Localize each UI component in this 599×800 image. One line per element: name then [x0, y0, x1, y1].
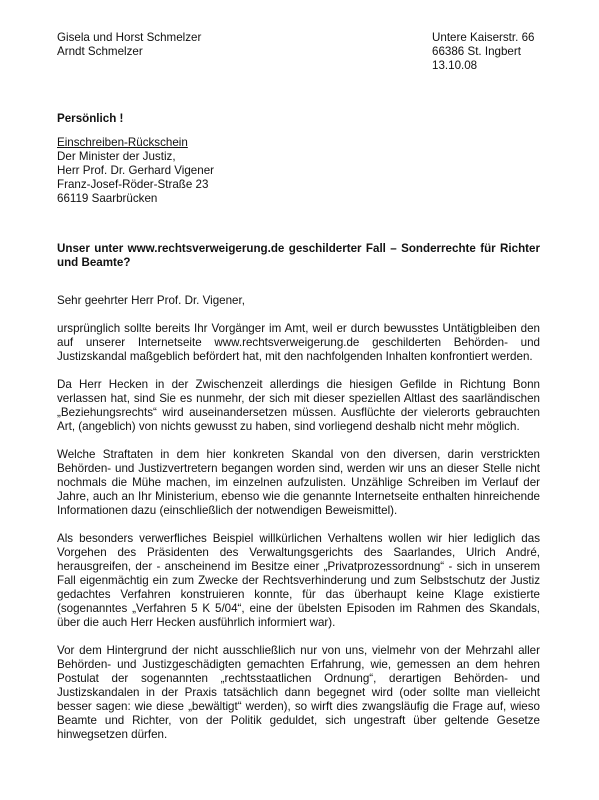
registered-mail-note: Einschreiben-Rückschein: [57, 136, 188, 149]
body-paragraph: Welche Straftaten in dem hier konkreten Skandal von den diversen, darin verstrickten Behörden- und Justizvertretern begangen worden sind, werden wir uns an dieser Stelle nicht nochmals die Mühe machen, im einzelnen aufzulisten. Unzählige Schreiben im Verlauf der Jahre, auch an Ihr Ministerium, ebenso wie die genannte Internetseite enthalten hinreichende Informationen dazu (einschließlich der notwendigen Beweismittel).: [57, 448, 540, 517]
recipient-line: Franz-Josef-Röder-Straße 23: [57, 178, 209, 191]
recipient-line: Herr Prof. Dr. Gerhard Vigener: [57, 164, 215, 177]
sender-city: 66386 St. Ingbert: [432, 45, 521, 58]
sender-name-line: Gisela und Horst Schmelzer: [57, 31, 202, 44]
personal-note: Persönlich !: [57, 112, 124, 125]
recipient-block: [57, 136, 214, 206]
sender-street: Untere Kaiserstr. 66: [432, 31, 535, 44]
salutation: Sehr geehrter Herr Prof. Dr. Vigener,: [57, 294, 245, 307]
body-paragraph: ursprünglich sollte bereits Ihr Vorgänger im Amt, weil er durch bewusstes Untätigbleiben den auf unserer Internetseite www.rechtsverweigerung.de geschilderten Behörden- und Justizskandal maßgeblich befördert hat, mit den nachfolgenden Inhalten konfrontiert werden.: [57, 322, 540, 363]
letter-date: 13.10.08: [432, 59, 478, 72]
recipient-line: 66119 Saarbrücken: [57, 192, 158, 205]
sender-names: [57, 31, 201, 59]
subject-line: Unser unter www.rechtsverweigerung.de geschilderter Fall – Sonderrechte für Richter und Beamte?: [57, 242, 540, 269]
letter-body: [57, 322, 540, 756]
sender-name-line: Arndt Schmelzer: [57, 45, 143, 58]
body-paragraph: Da Herr Hecken in der Zwischenzeit allerdings die hiesigen Gefilde in Richtung Bonn verlassen hat, sind Sie es nunmehr, der sich mit dieser speziellen Altlast des saarländischen „Beziehungsrechts“ wird auseinandersetzen müssen. Ausflüchte der vielerorts gebrauchten Art, (angeblich) von nichts gewusst zu haben, sind vorliegend deshalb nicht mehr möglich.: [57, 378, 540, 433]
sender-address: [432, 31, 534, 73]
recipient-line: Der Minister der Justiz,: [57, 150, 176, 163]
body-paragraph: Als besonders verwerfliches Beispiel willkürlichen Verhaltens wollen wir hier lediglich das Vorgehen des Präsidenten des Verwaltungsgerichts des Saarlandes, Ulrich André, herausgreifen, der - anscheinend im Besitze einer „Privatprozessordnung“ - sich in unserem Fall eigenmächtig ein zum Zwecke der Rechtsverhinderung und zum Selbstschutz der Justiz gedachtes Verfahren konstruieren konnte, für das überhaupt keine Klage existierte (sogenanntes „Verfahren 5 K 5/04“, eine der übelsten Episoden im Rahmen des Skandals, über die auch Herr Hecken ausführlich informiert war).: [57, 532, 540, 629]
body-paragraph: Vor dem Hintergrund der nicht ausschließlich nur von uns, vielmehr von der Mehrzahl aller Behörden- und Justizgeschädigten gemachten Erfahrung, wie, gemessen an dem hehren Postulat der sogenannten „rechtsstaatlichen Ordnung“, derartigen Behörden- und Justizskandalen in der Praxis tatsächlich dann begegnet wird (oder sollte man vielleicht besser sagen: wie diese „bewältigt“ werden), so wirft dies zwangsläufig die Frage auf, wieso Beamte und Richter, von der Politik geduldet, sich ungestraft über geltende Gesetze hinwegsetzen dürfen.: [57, 644, 540, 741]
